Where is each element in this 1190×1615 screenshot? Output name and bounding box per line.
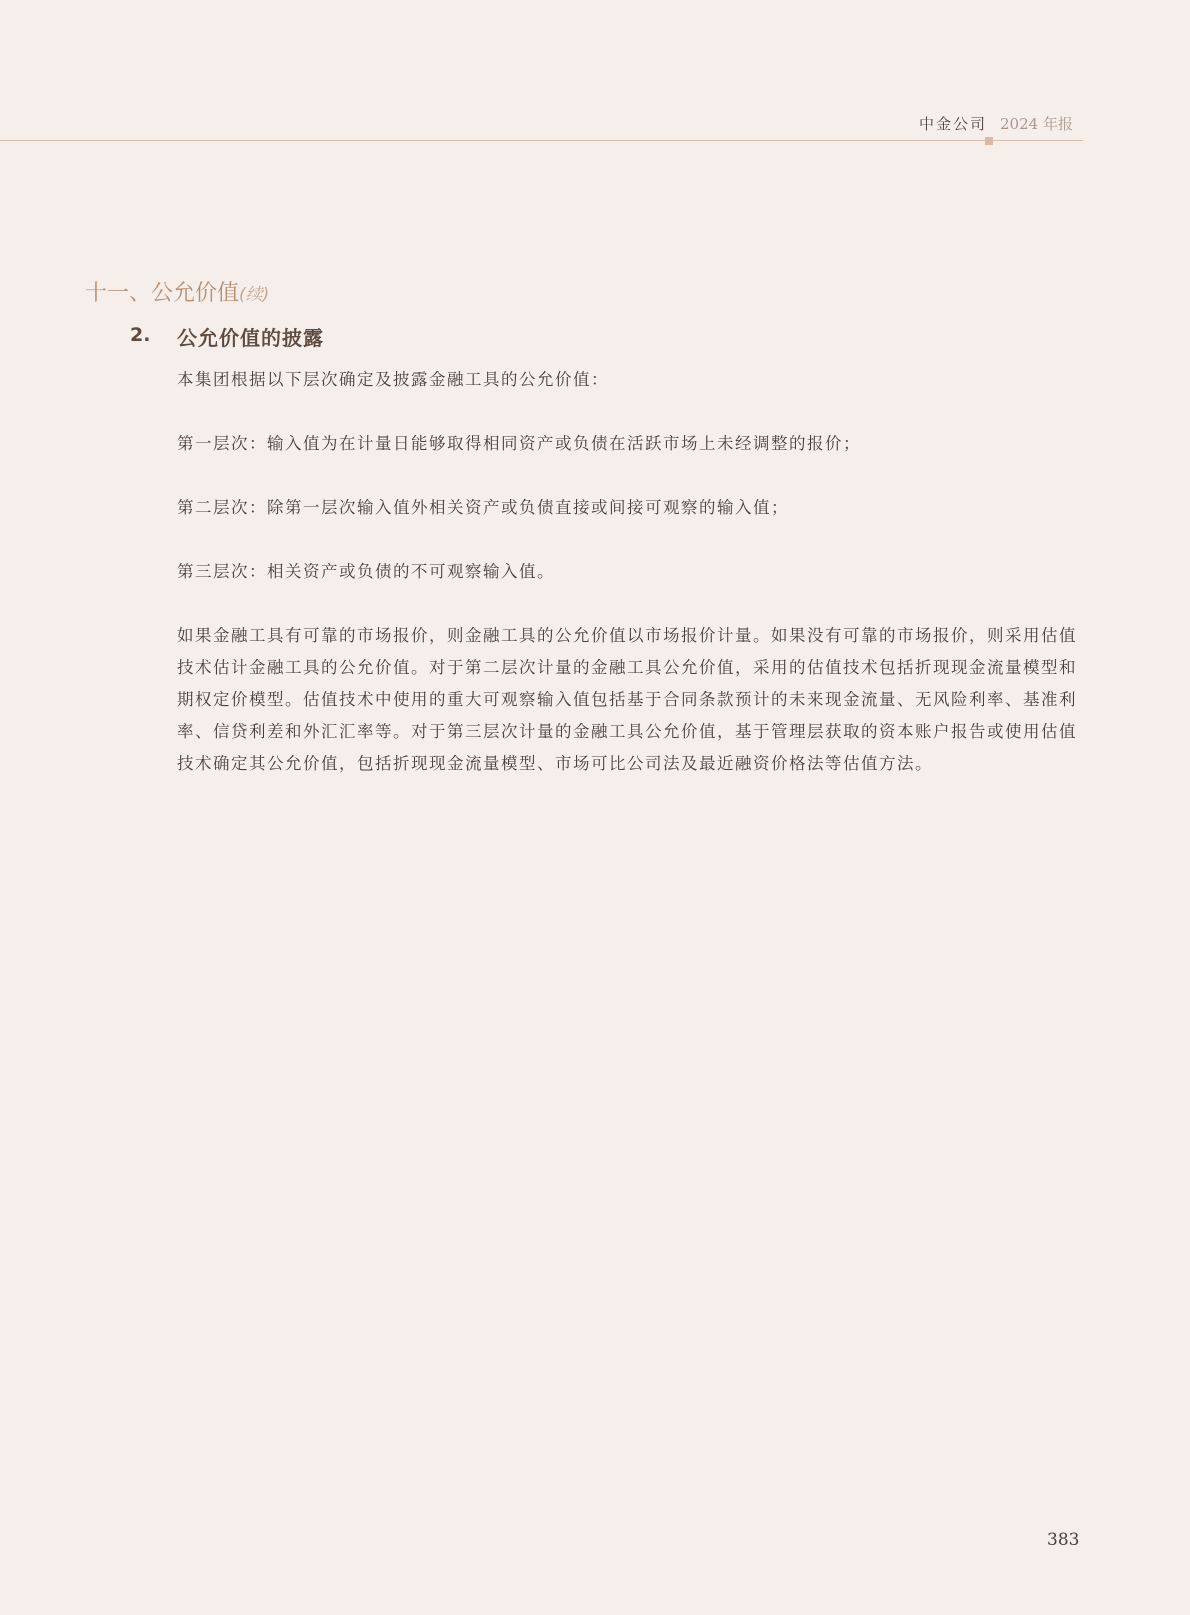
paragraph-valuation: 如果金融工具有可靠的市场报价，则金融工具的公允价值以市场报价计量。如果没有可靠的市场报价，则采用估值技术估计金融工具的公允价值。对于第二层次计量的金融工具公允价值，采用的估值技术包括折现现金流量模型和期权定价模型。估值技术中使用的重大可观察输入值包括基于合同条款预计的未来现金流量、无风险利率、基准利率、信贷利差和外汇汇率等。对于第三层次计量的金融工具公允价值，基于管理层获取的资本账户报告或使用估值技术确定其公允价值，包括折现现金流量模型、市场可比公司法及最近融资价格法等估值方法。 xyxy=(177,626,1077,773)
paragraph-intro: 本集团根据以下层次确定及披露金融工具的公允价值： xyxy=(177,370,609,389)
header-company: 中金公司 xyxy=(919,115,988,133)
subsection-number: 2. xyxy=(130,324,151,346)
paragraph-level-two: 第二层次：除第一层次输入值外相关资产或负债直接或间接可观察的输入值； xyxy=(177,498,789,517)
header-report-title: 2024 年报 xyxy=(1000,115,1073,133)
paragraph-level-one: 第一层次：输入值为在计量日能够取得相同资产或负债在活跃市场上未经调整的报价； xyxy=(177,434,861,453)
section-heading xyxy=(85,276,269,307)
section-title: 十一、公允价值 xyxy=(85,281,240,306)
page-number: 383 xyxy=(1047,1530,1080,1550)
subsection-title: 公允价值的披露 xyxy=(177,326,324,350)
paragraph-level-three: 第三层次：相关资产或负债的不可观察输入值。 xyxy=(177,562,555,581)
header-rule xyxy=(0,140,1083,141)
section-continued-label: (续) xyxy=(239,285,270,305)
header-marker xyxy=(985,137,993,145)
